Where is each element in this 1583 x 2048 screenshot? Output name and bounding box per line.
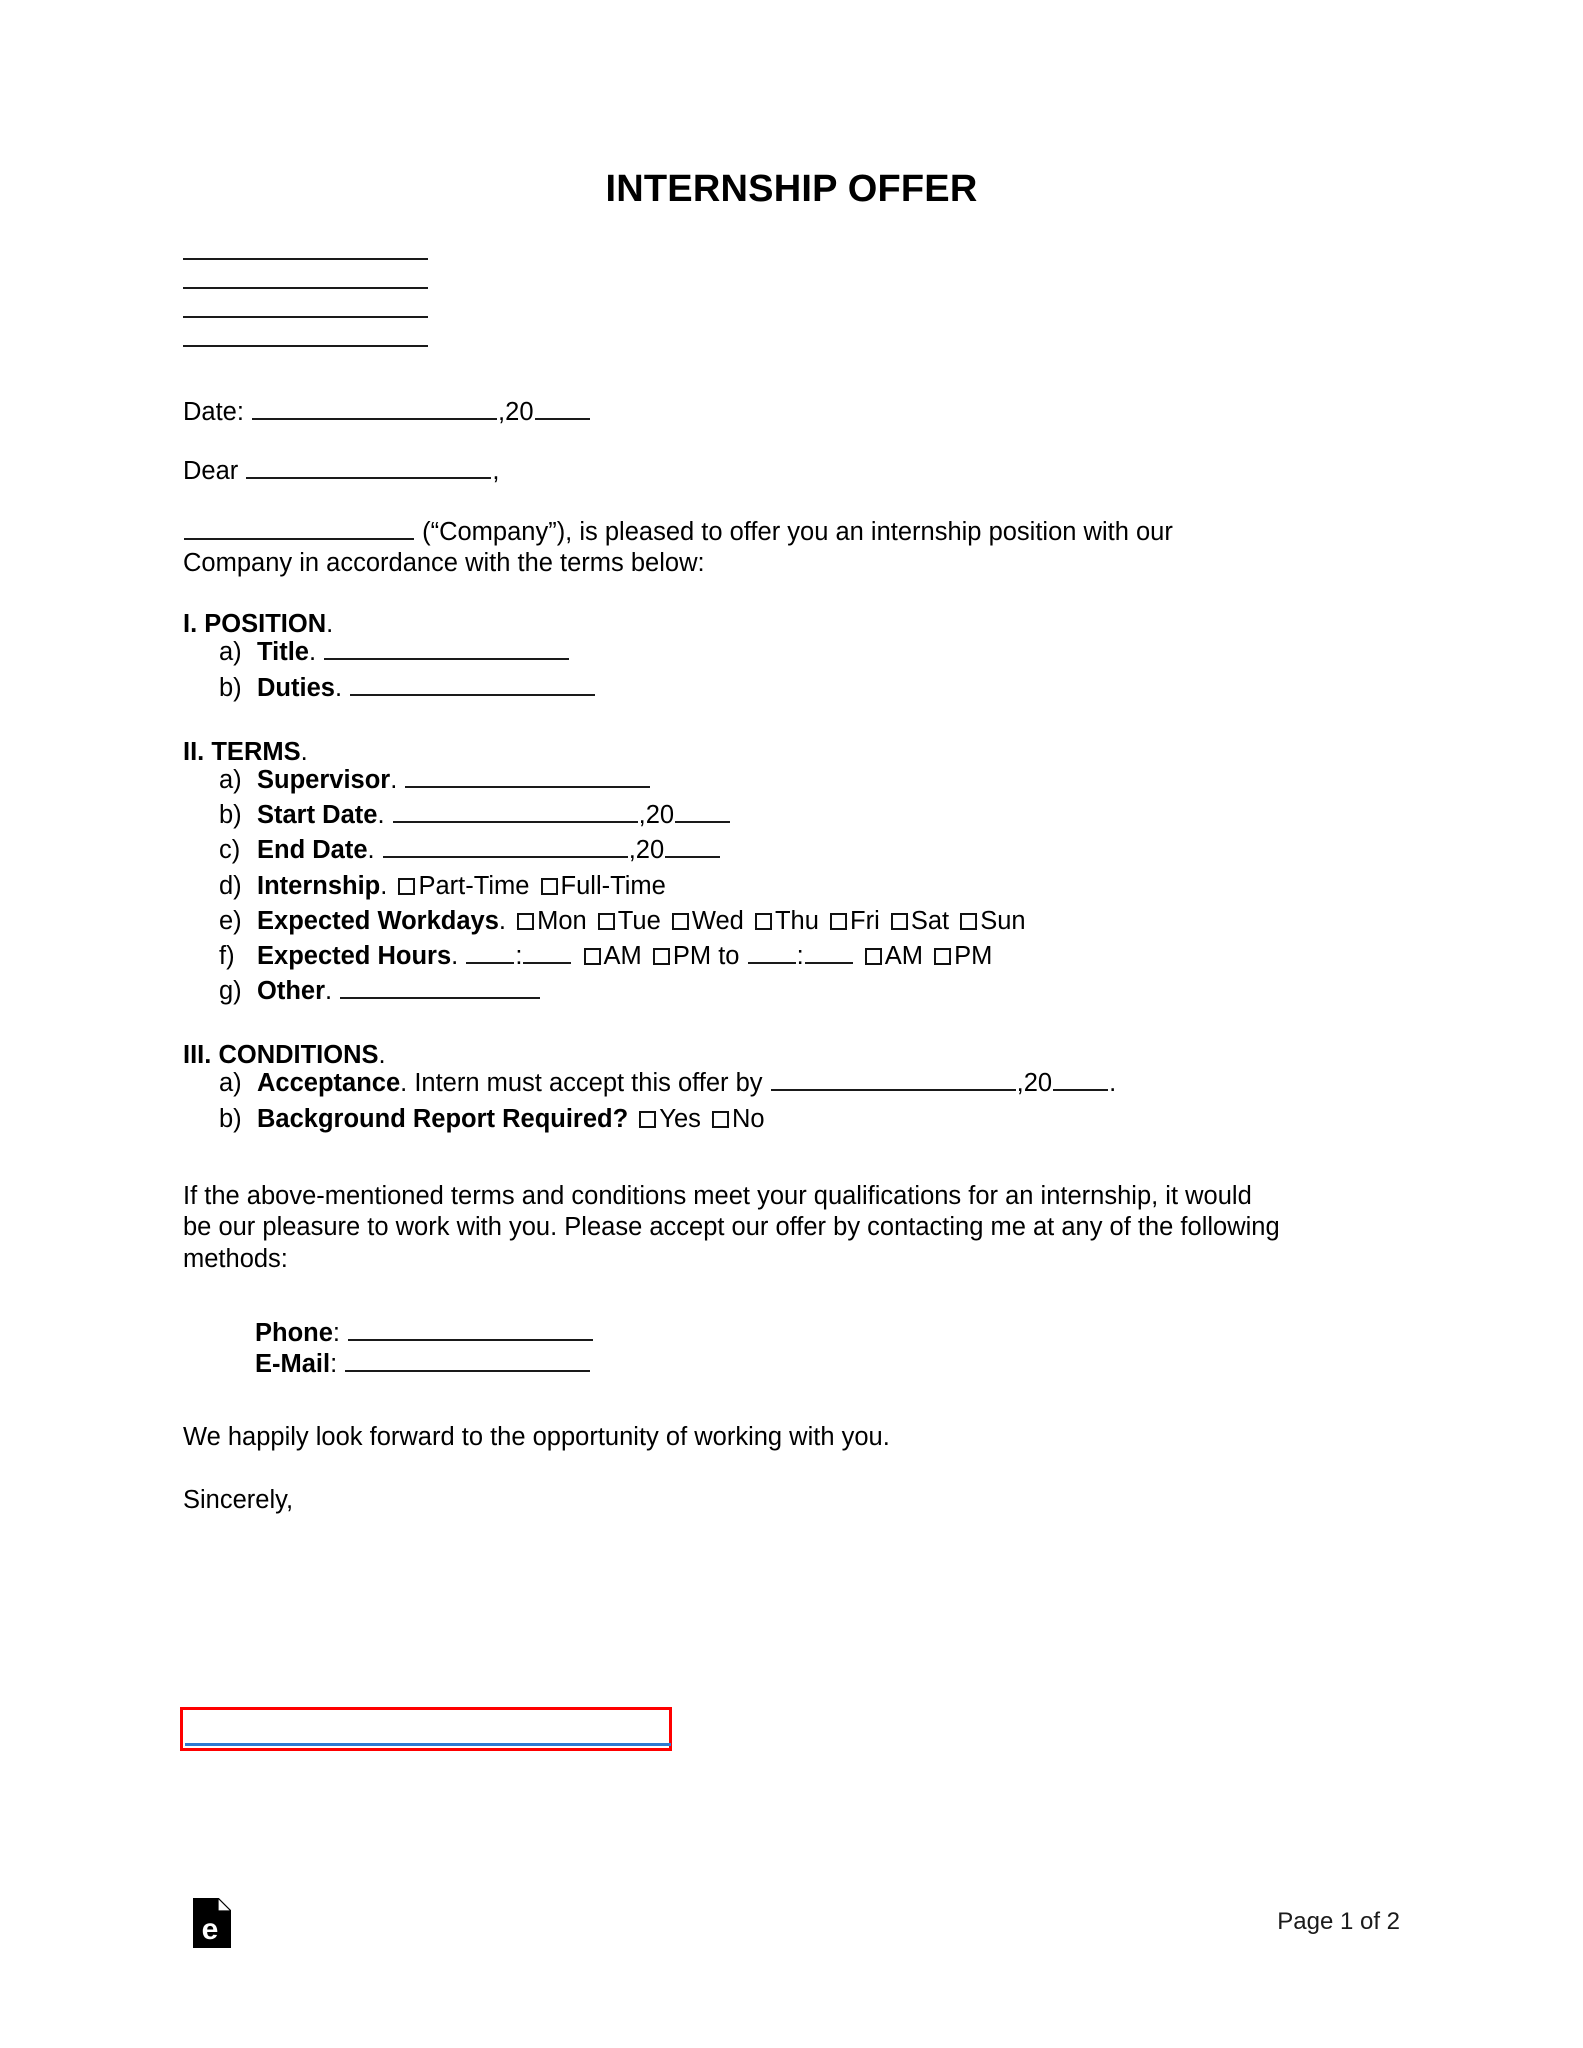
section-number-iii: III. [183, 1040, 212, 1069]
checkbox-wed[interactable] [672, 913, 689, 930]
option-label-part-time: Part-Time [418, 871, 530, 900]
item-label-title: Title [257, 638, 309, 667]
item-marker-a: a) [219, 1069, 242, 1098]
item-label-supervisor: Supervisor [257, 766, 391, 795]
item-label-expected-hours: Expected Hours [257, 941, 452, 970]
checkbox-full-time[interactable] [541, 878, 558, 895]
option-label-tue: Tue [617, 906, 661, 935]
address-line-1[interactable] [183, 258, 428, 260]
item-marker-e: e) [219, 906, 242, 935]
supervisor-input[interactable] [405, 766, 650, 788]
item-dot: . [390, 766, 398, 795]
checkbox-background-yes[interactable] [639, 1111, 656, 1128]
item-dot: . [308, 638, 317, 667]
list-item-title [183, 637, 1403, 668]
item-label-end-date: End Date [257, 836, 368, 865]
address-block [183, 258, 1403, 347]
salutation-row [183, 457, 1403, 484]
terms-items [183, 765, 1403, 1007]
item-marker-b: b) [219, 673, 242, 702]
title-input[interactable] [324, 639, 569, 661]
end-date-input[interactable] [383, 837, 628, 859]
list-item-expected-hours [183, 941, 1403, 972]
phone-label: Phone [255, 1318, 333, 1347]
start-date-year-input[interactable] [675, 801, 730, 823]
intro-paragraph [183, 517, 1283, 580]
company-name-input[interactable] [184, 518, 414, 540]
item-marker-c: c) [219, 836, 241, 865]
option-label-full-time: Full-Time [560, 871, 666, 900]
option-label-no: No [732, 1104, 765, 1133]
start-hour-input[interactable] [466, 942, 514, 964]
checkbox-end-pm[interactable] [934, 948, 951, 965]
salutation-comma: , [492, 457, 500, 486]
option-label-start-am: AM [603, 941, 642, 970]
list-item-duties [183, 673, 1403, 704]
end-date-year-input[interactable] [665, 837, 720, 859]
option-label-sun: Sun [980, 906, 1026, 935]
email-row [255, 1349, 1403, 1380]
conditions-items [183, 1068, 1403, 1134]
item-dot: . [451, 941, 459, 970]
section-name-terms: TERMS [211, 737, 301, 766]
position-items [183, 637, 1403, 703]
option-label-start-pm: PM [672, 941, 712, 970]
eforms-logo-icon [193, 1898, 231, 1948]
item-dot: . [334, 673, 343, 702]
item-label-other: Other [257, 976, 326, 1005]
list-item-start-date [183, 800, 1403, 831]
option-label-thu: Thu [774, 906, 819, 935]
item-dot: . [400, 1069, 408, 1098]
item-dot: . [380, 871, 388, 900]
page-number: Page 1 of 2 [1277, 1908, 1400, 1935]
time-separator-end: : [796, 941, 804, 970]
list-item-background-report [183, 1104, 1403, 1135]
date-year-prefix: ,20 [498, 397, 534, 426]
document-body [183, 258, 1403, 1517]
section-number-ii: II. [183, 737, 205, 766]
item-marker-d: d) [219, 871, 242, 900]
contact-block [255, 1318, 1403, 1380]
option-label-end-pm: PM [954, 941, 993, 970]
duties-input[interactable] [350, 674, 595, 696]
acceptance-text: Intern must accept this offer by [407, 1069, 770, 1098]
option-label-end-am: AM [884, 941, 924, 970]
email-input[interactable] [345, 1350, 590, 1372]
section-heading-terms [183, 737, 1403, 766]
end-hour-input[interactable] [748, 942, 796, 964]
item-marker-b: b) [219, 1104, 242, 1133]
list-item-internship-type [183, 871, 1403, 902]
checkbox-start-pm[interactable] [653, 948, 670, 965]
signature-field[interactable] [180, 1707, 672, 1751]
date-row [183, 398, 1403, 425]
checkbox-tue[interactable] [598, 913, 615, 930]
checkbox-mon[interactable] [517, 913, 534, 930]
item-dot: . [325, 976, 333, 1005]
item-marker-f: f) [219, 941, 235, 970]
end-date-year-prefix: ,20 [628, 836, 665, 865]
section-dot: . [300, 737, 308, 766]
acceptance-period: . [1109, 1069, 1117, 1098]
address-line-2[interactable] [183, 287, 428, 289]
option-label-mon: Mon [537, 906, 587, 935]
address-line-3[interactable] [183, 316, 428, 318]
list-item-expected-workdays [183, 906, 1403, 937]
phone-row [255, 1318, 1403, 1349]
salutation-input[interactable] [246, 457, 491, 479]
acceptance-date-input[interactable] [771, 1070, 1016, 1092]
checkbox-sat[interactable] [891, 913, 908, 930]
option-label-yes: Yes [659, 1104, 701, 1133]
phone-input[interactable] [348, 1319, 593, 1341]
item-marker-a: a) [219, 766, 242, 795]
checkbox-end-am[interactable] [865, 948, 882, 965]
acceptance-year-prefix: ,20 [1016, 1069, 1053, 1098]
date-input[interactable] [252, 398, 497, 420]
section-name-conditions: CONDITIONS [218, 1040, 379, 1069]
start-date-input[interactable] [393, 801, 638, 823]
list-item-other [183, 976, 1403, 1007]
section-number-i: I. [183, 609, 198, 638]
item-marker-g: g) [219, 976, 242, 1005]
acceptance-year-input[interactable] [1053, 1070, 1108, 1092]
checkbox-background-no[interactable] [712, 1111, 729, 1128]
item-label-internship: Internship [257, 871, 381, 900]
section-dot: . [326, 609, 334, 638]
section-name-position: POSITION [204, 609, 327, 638]
end-minute-input[interactable] [805, 942, 853, 964]
date-label: Date: [183, 397, 252, 426]
section-dot: . [378, 1040, 386, 1069]
checkbox-sun[interactable] [960, 913, 977, 930]
time-separator-start: : [515, 941, 523, 970]
item-label-expected-workdays: Expected Workdays [257, 906, 499, 935]
start-minute-input[interactable] [523, 942, 571, 964]
salutation-label: Dear [183, 457, 246, 486]
item-dot: . [367, 836, 375, 865]
option-label-wed: Wed [691, 906, 744, 935]
email-label: E-Mail [255, 1349, 331, 1378]
other-input[interactable] [340, 977, 540, 999]
page-title: INTERNSHIP OFFER [605, 168, 978, 210]
item-marker-a: a) [219, 638, 242, 667]
phone-colon: : [332, 1318, 341, 1347]
svg-text:e: e [201, 1913, 219, 1946]
list-item-end-date [183, 835, 1403, 866]
date-year-input[interactable] [535, 398, 590, 420]
closing-paragraph: If the above-mentioned terms and conditions meet your qualifications for an internship, it would be our pleasure to work with you. Please accept our offer by contacting me at any of the following methods: [183, 1181, 1280, 1273]
item-label-duties: Duties [257, 673, 335, 702]
checkbox-fri[interactable] [830, 913, 847, 930]
checkbox-part-time[interactable] [398, 878, 415, 895]
sign-off: Sincerely, [183, 1486, 294, 1515]
item-marker-b: b) [219, 801, 242, 830]
checkbox-start-am[interactable] [584, 948, 601, 965]
to-word: to [718, 941, 740, 970]
forward-line: We happily look forward to the opportunity of working with you. [183, 1422, 890, 1451]
address-line-4[interactable] [183, 345, 428, 347]
checkbox-thu[interactable] [755, 913, 772, 930]
list-item-supervisor [183, 765, 1403, 796]
section-heading-conditions [183, 1040, 1403, 1069]
item-dot: . [498, 906, 506, 935]
option-label-fri: Fri [850, 906, 880, 935]
item-label-background-report: Background Report Required? [257, 1104, 629, 1133]
option-label-sat: Sat [910, 906, 950, 935]
section-heading-position [183, 609, 1403, 638]
signature-line [185, 1743, 671, 1746]
item-label-acceptance: Acceptance [257, 1069, 401, 1098]
start-date-year-prefix: ,20 [638, 801, 675, 830]
intro-text: (“Company”), is pleased to offer you an internship position with our Company in accordance with the terms below: [183, 517, 1173, 578]
item-dot: . [377, 801, 385, 830]
email-colon: : [330, 1349, 338, 1378]
item-label-start-date: Start Date [257, 801, 378, 830]
list-item-acceptance [183, 1068, 1403, 1099]
